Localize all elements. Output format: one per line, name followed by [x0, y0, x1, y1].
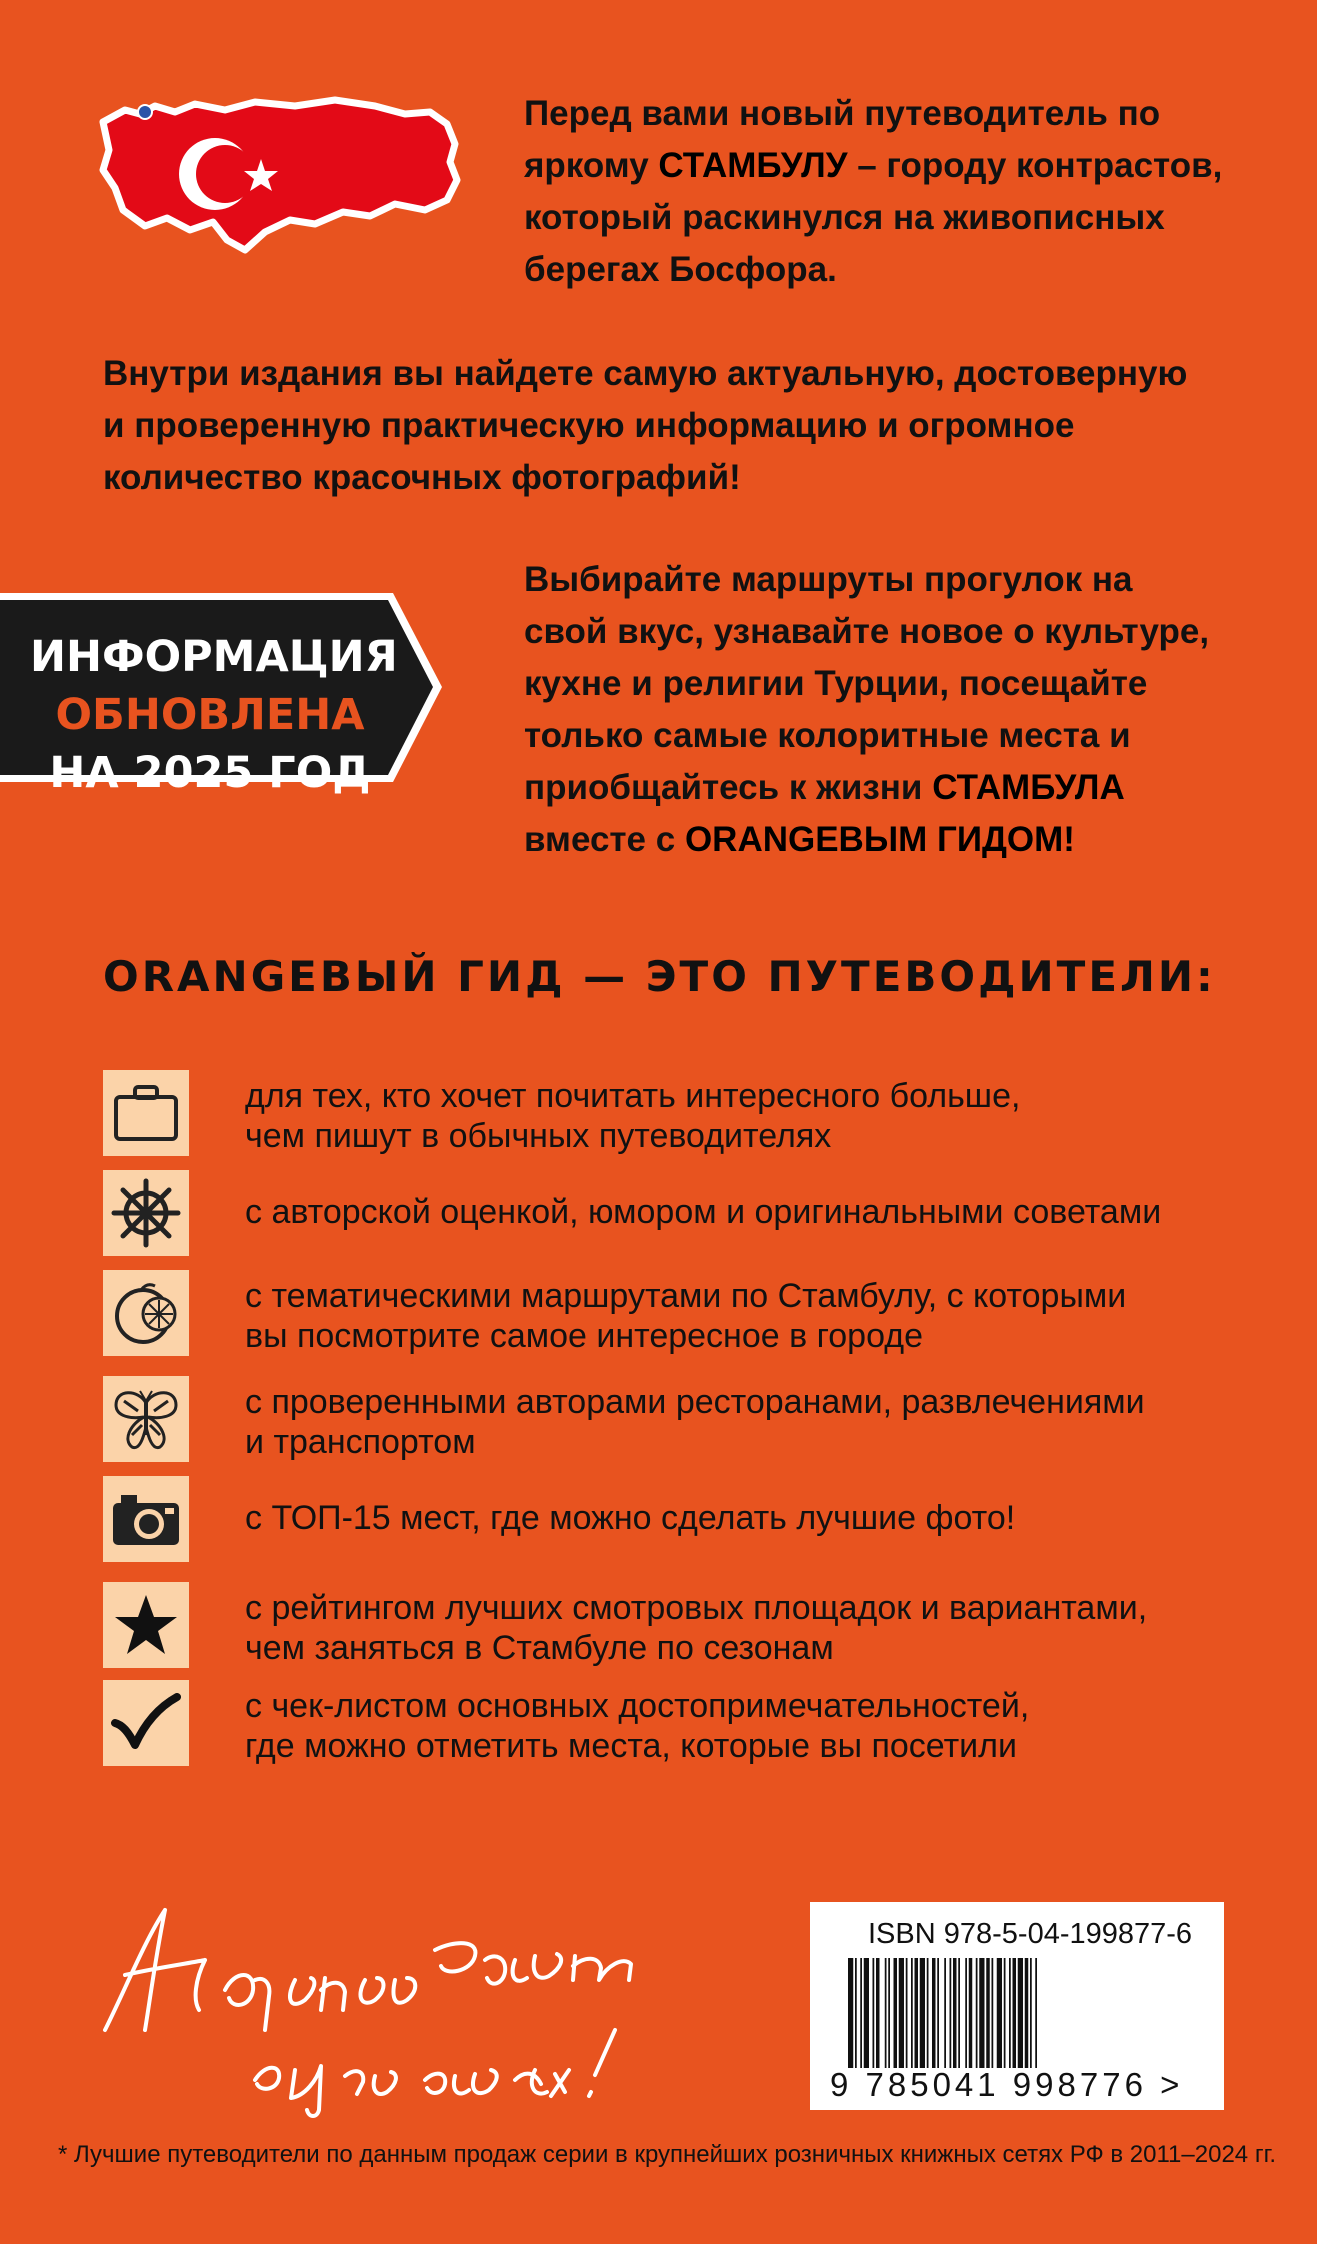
intro-paragraph — [524, 88, 1284, 296]
intro-line-4: берегах Босфора. — [524, 250, 837, 289]
feature-text-2 — [245, 1192, 1161, 1232]
barcode-bar — [911, 1958, 913, 2068]
barcode-bar — [944, 1958, 946, 2068]
intro-line-2-pre: яркому — [524, 146, 659, 185]
butterfly-icon — [103, 1376, 189, 1462]
feature-6-line-2: чем заняться в Стамбуле по сезонам — [245, 1629, 834, 1667]
barcode-bar — [864, 1958, 869, 2068]
choose-line-5 — [524, 762, 1294, 814]
barcode-bar — [965, 1958, 967, 2068]
turkey-flag-icon — [95, 92, 465, 257]
feature-text-1 — [245, 1076, 1020, 1156]
camera-icon — [103, 1476, 189, 1562]
inside-line-2: и проверенную практическую информацию и огромное — [103, 406, 1075, 445]
feature-5-line-1: с ТОП-15 мест, где можно сделать лучшие фото! — [245, 1499, 1016, 1537]
barcode-bar — [906, 1958, 908, 2068]
barcode-bar — [876, 1958, 880, 2068]
barcode-digits: 9 785041 998776 > — [830, 2066, 1184, 2103]
intro-line-2 — [524, 140, 1284, 192]
badge-line-3: НА 2025 ГОД — [49, 748, 371, 798]
checkmark-icon — [103, 1680, 189, 1766]
signature-drawing — [95, 1880, 755, 2120]
barcode-bar — [915, 1958, 919, 2068]
inside-paragraph — [103, 348, 1283, 504]
badge-text — [30, 628, 398, 802]
isbn-barcode-box — [810, 1902, 1224, 2110]
feature-text-5 — [245, 1498, 1015, 1538]
barcode-bar — [1025, 1958, 1029, 2068]
intro-line-2-post: – городу контрастов, — [847, 146, 1223, 185]
choose-paragraph — [524, 554, 1294, 866]
barcode-bar — [899, 1958, 904, 2068]
istanbul-highlight: СТАМБУЛУ — [658, 146, 848, 185]
star-icon — [103, 1582, 189, 1668]
ship-wheel-icon — [103, 1170, 189, 1256]
feature-7-line-1: с чек-листом основных достопримечательностей, — [245, 1687, 1030, 1725]
choose-line-3: кухне и религии Турции, посещайте — [524, 664, 1148, 703]
barcode-bar — [958, 1958, 960, 2068]
turkey-map-flag — [95, 92, 465, 257]
choose-line-1: Выбирайте маршруты прогулок на — [524, 560, 1133, 599]
badge-line-1: ИНФОРМАЦИЯ — [30, 632, 398, 682]
feature-3-line-2: вы посмотрите самое интересное в городе — [245, 1317, 923, 1355]
signature-line-1 — [95, 1880, 103, 1881]
feature-text-7 — [245, 1686, 1029, 1766]
barcode-bar — [986, 1958, 990, 2068]
choose-line-6-pre: вместе с — [524, 820, 685, 859]
inside-line-3: количество красочных фотографий! — [103, 458, 741, 497]
intro-line-1: Перед вами новый путеводитель по — [524, 94, 1161, 133]
barcode-bar — [873, 1958, 875, 2068]
choose-line-5-pre: приобщайтесь к жизни — [524, 768, 933, 807]
badge-line-2: ОБНОВЛЕНА — [55, 690, 365, 740]
barcode-bar — [1018, 1958, 1023, 2068]
barcode-bar — [992, 1958, 994, 2068]
barcode-bar — [969, 1958, 973, 2068]
feature-6-line-1: с рейтингом лучших смотровых площадок и вариантами, — [245, 1589, 1148, 1627]
info-badge — [0, 590, 450, 798]
barcode-bar — [927, 1958, 929, 2068]
barcode-bar — [950, 1958, 952, 2068]
barcode-bar — [920, 1958, 925, 2068]
barcode-bar — [1004, 1958, 1006, 2068]
feature-4-line-2: и транспортом — [245, 1423, 476, 1461]
intro-line-3: который раскинулся на живописных — [524, 198, 1165, 237]
feature-3-line-1: с тематическими маршрутами по Стамбулу, с которыми — [245, 1277, 1127, 1315]
feature-1-line-2: чем пишут в обычных путеводителях — [245, 1117, 832, 1155]
barcode — [848, 1958, 1188, 2068]
barcode-bar — [885, 1958, 887, 2068]
features-heading: ORANGEВЫЙ ГИД — ЭТО ПУТЕВОДИТЕЛИ: — [103, 952, 1216, 1001]
barcode-bar — [1013, 1958, 1017, 2068]
barcode-bar — [848, 1958, 853, 2068]
feature-7-line-2: где можно отметить места, которые вы посетили — [245, 1727, 1017, 1765]
istanbula-highlight: СТАМБУЛА — [932, 768, 1125, 807]
barcode-bar — [860, 1958, 862, 2068]
feature-2-line-1: с авторской оценкой, юмором и оригинальными советами — [245, 1193, 1162, 1231]
isbn-label: ISBN 978-5-04-199877-6 — [868, 1918, 1193, 1950]
barcode-bar — [937, 1958, 939, 2068]
barcode-bar — [888, 1958, 890, 2068]
barcode-bar — [976, 1958, 978, 2068]
barcode-bar — [953, 1958, 957, 2068]
feature-4-line-1: с проверенными авторами ресторанами, развлечениями — [245, 1383, 1145, 1421]
barcode-bar — [855, 1958, 857, 2068]
choose-line-4: только самые колоритные места и — [524, 716, 1131, 755]
feature-text-6 — [245, 1588, 1147, 1668]
feature-text-4 — [245, 1382, 1145, 1462]
barcode-bar — [894, 1958, 898, 2068]
footnote: * Лучшие путеводители по данным продаж серии в крупнейших розничных книжных сетях РФ в 2011–2024 гг. — [58, 2141, 1277, 2168]
barcode-bar — [979, 1958, 984, 2068]
inside-line-1: Внутри издания вы найдете самую актуальную, достоверную — [103, 354, 1188, 393]
signature-line-2 — [95, 1882, 100, 1883]
barcode-bar — [1009, 1958, 1011, 2068]
barcode-bar — [932, 1958, 936, 2068]
handwritten-signature — [95, 1880, 755, 2120]
orange-fruit-icon — [103, 1270, 189, 1356]
suitcase-icon — [103, 1070, 189, 1156]
barcode-bar — [1030, 1958, 1032, 2068]
feature-text-3 — [245, 1276, 1126, 1356]
choose-line-6 — [524, 814, 1294, 866]
choose-line-2: свой вкус, узнавайте новое о культуре, — [524, 612, 1210, 651]
barcode-bar — [997, 1958, 1002, 2068]
feature-1-line-1: для тех, кто хочет почитать интересного больше, — [245, 1077, 1021, 1115]
barcode-bar — [1035, 1958, 1037, 2068]
orange-guide-highlight: ORANGEВЫМ ГИДОМ! — [684, 820, 1075, 859]
